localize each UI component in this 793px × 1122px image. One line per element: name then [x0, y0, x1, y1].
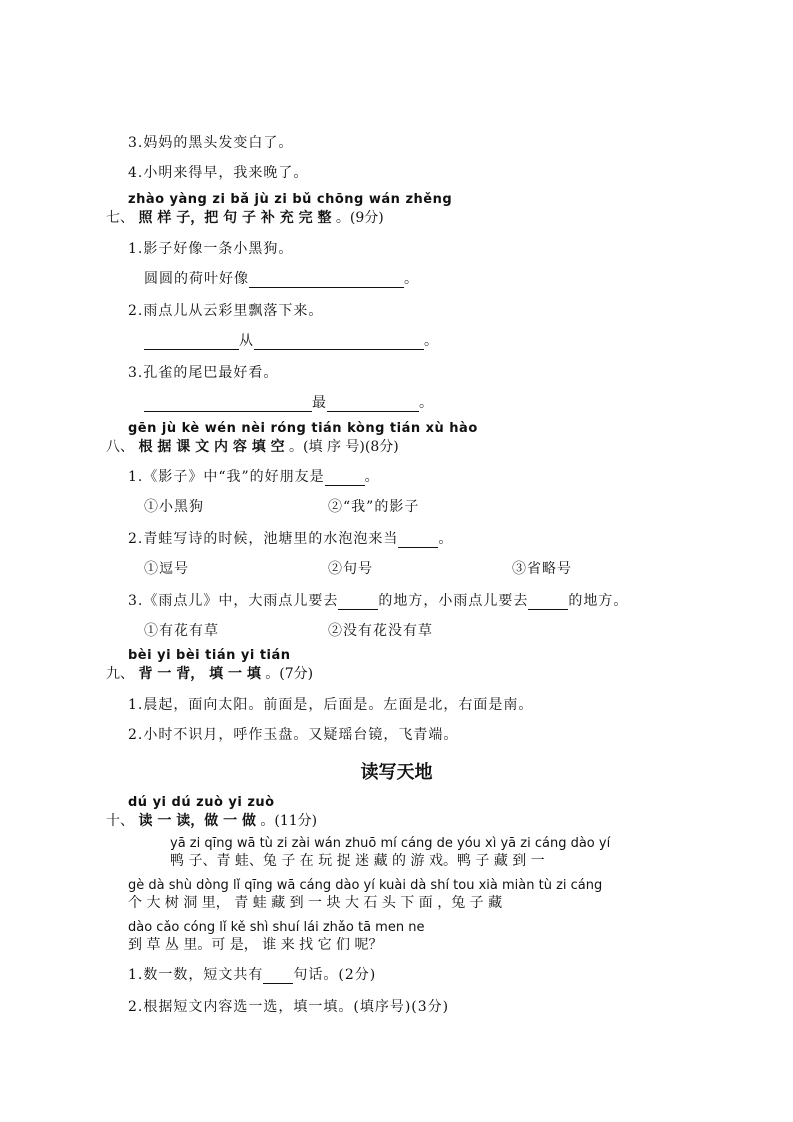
section-9-number: 九、: [106, 666, 134, 682]
q1-suffix: 句话。(2分): [293, 967, 377, 983]
section-9-score: 。(7分): [265, 666, 314, 682]
q1-prefix: 1.《影子》中“我”的好朋友是: [128, 469, 325, 485]
section-9-title: 背 一 背， 填 一 填: [138, 666, 261, 682]
section-8-q3: [128, 590, 628, 610]
q2-middle: 从: [239, 333, 254, 349]
answer-blank[interactable]: [325, 471, 365, 486]
section-7-q3-answer: [144, 392, 434, 412]
reading-row-2-pinyin: gè dà shù dòng lǐ qīng wā cáng dào yí kuài dà shí tou xià miàn tù zi cáng: [128, 878, 603, 893]
section-8-q1-option-2: ②“我”的影子: [328, 499, 420, 515]
section-8-score: 。(填 序 号)(8分): [289, 439, 399, 455]
section-10-title: 读 一 读，做 一 做: [138, 813, 256, 829]
reading-row-3-text: 到 草 丛 里。可 是， 谁 来 找 它 们 呢？: [128, 937, 383, 953]
answer-blank[interactable]: [528, 595, 568, 610]
q3-prefix: 3.《雨点儿》中，大雨点儿要去: [128, 593, 339, 609]
answer-blank[interactable]: [144, 397, 312, 412]
section-8-pinyin: gēn jù kè wén nèi róng tián kòng tián xù hào: [128, 421, 478, 436]
section-7-title: 照 样 子，把 句 子 补 充 完 整: [138, 210, 332, 226]
section-8-number: 八、: [106, 439, 134, 455]
q1-suffix: 。: [404, 271, 419, 287]
section-7-number: 七、: [106, 210, 134, 226]
section-10-pinyin: dú yi dú zuò yi zuò: [128, 795, 275, 810]
section-8-q3-option-1: ①有花有草: [144, 623, 219, 639]
answer-blank[interactable]: [338, 595, 378, 610]
q2-prefix: 2.青蛙写诗的时候，池塘里的水泡泡来当: [128, 531, 399, 547]
reading-row-1-pinyin: yā zi qīng wā tù zi zài wán zhuō mí cáng de yóu xì yā zi cáng dào yí: [170, 836, 611, 851]
section-8-q2-option-1: ①逗号: [144, 561, 189, 577]
section-8-heading: [106, 436, 399, 456]
section-10-score: 。(11分): [260, 813, 318, 829]
reading-row-1-text: 鸭 子、青 蛙、兔 子 在 玩 捉 迷 藏 的 游 戏。鸭 子 藏 到 一: [170, 853, 545, 869]
q3-middle: 最: [312, 395, 327, 411]
answer-blank[interactable]: [327, 397, 419, 412]
sentence-3: 3.妈妈的黑头发变白了。: [128, 135, 294, 151]
section-7-q2: 2.雨点儿从云彩里飘落下来。: [128, 303, 324, 319]
q2-suffix: 。: [438, 531, 454, 547]
section-8-q2-option-2: ②句号: [328, 561, 373, 577]
section-8-title: 根 据 课 文 内 容 填 空: [138, 439, 285, 455]
section-10-q1: [128, 964, 376, 984]
answer-blank[interactable]: [249, 273, 404, 288]
q3-suffix: 。: [419, 395, 434, 411]
reading-row-2-text: 个 大 树 洞 里， 青 蛙 藏 到 一 块 大 石 头 下 面 ，兔 子 藏: [128, 895, 503, 911]
q1-prefix: 1.数一数，短文共有: [128, 967, 264, 983]
section-7-q2-answer: [144, 330, 439, 350]
q2-suffix: 。: [424, 333, 439, 349]
section-9-pinyin: bèi yi bèi tián yi tián: [128, 648, 291, 663]
section-7-q3: 3.孔雀的尾巴最好看。: [128, 365, 279, 381]
q1-suffix: 。: [364, 469, 380, 485]
section-7-q1: 1.影子好像一条小黑狗。: [128, 241, 294, 257]
section-9-q1: 1.晨起，面向太阳。前面是，后面是。左面是北，右面是南。: [128, 697, 534, 713]
section-9-heading: [106, 663, 313, 683]
section-10-heading: [106, 810, 317, 830]
q1-prefix: 圆圆的荷叶好像: [144, 271, 249, 287]
answer-blank[interactable]: [263, 969, 293, 984]
sentence-4: 4.小明来得早，我来晚了。: [128, 165, 309, 181]
answer-blank[interactable]: [144, 335, 239, 350]
section-8-q1: [128, 466, 380, 486]
section-7-score: 。(9分): [335, 210, 384, 226]
section-7-heading: [106, 207, 384, 227]
q3-suffix: 的地方。: [568, 593, 629, 609]
reading-row-3-pinyin: dào cǎo cóng lǐ kě shì shuí lái zhǎo tā men ne: [128, 920, 425, 935]
section-8-q2: [128, 528, 453, 548]
section-10-number: 十、: [106, 813, 134, 829]
section-10-q2: 2.根据短文内容选一选，填一填。(填序号)(3分): [128, 999, 450, 1015]
section-9-q2: 2.小时不识月，呼作玉盘。又疑瑶台镜，飞青端。: [128, 727, 459, 743]
answer-blank[interactable]: [254, 335, 424, 350]
section-8-q2-option-3: ③省略号: [512, 561, 572, 577]
section-8-q3-option-2: ②没有花没有草: [328, 623, 433, 639]
section-8-q1-option-1: ①小黑狗: [144, 499, 204, 515]
answer-blank[interactable]: [398, 533, 438, 548]
section-7-pinyin: zhào yàng zi bǎ jù zi bǔ chōng wán zhěng: [128, 192, 453, 207]
section-title: 读写天地: [360, 762, 433, 783]
section-7-q1-answer: [144, 268, 419, 288]
q3-middle: 的地方，小雨点儿要去: [378, 593, 529, 609]
